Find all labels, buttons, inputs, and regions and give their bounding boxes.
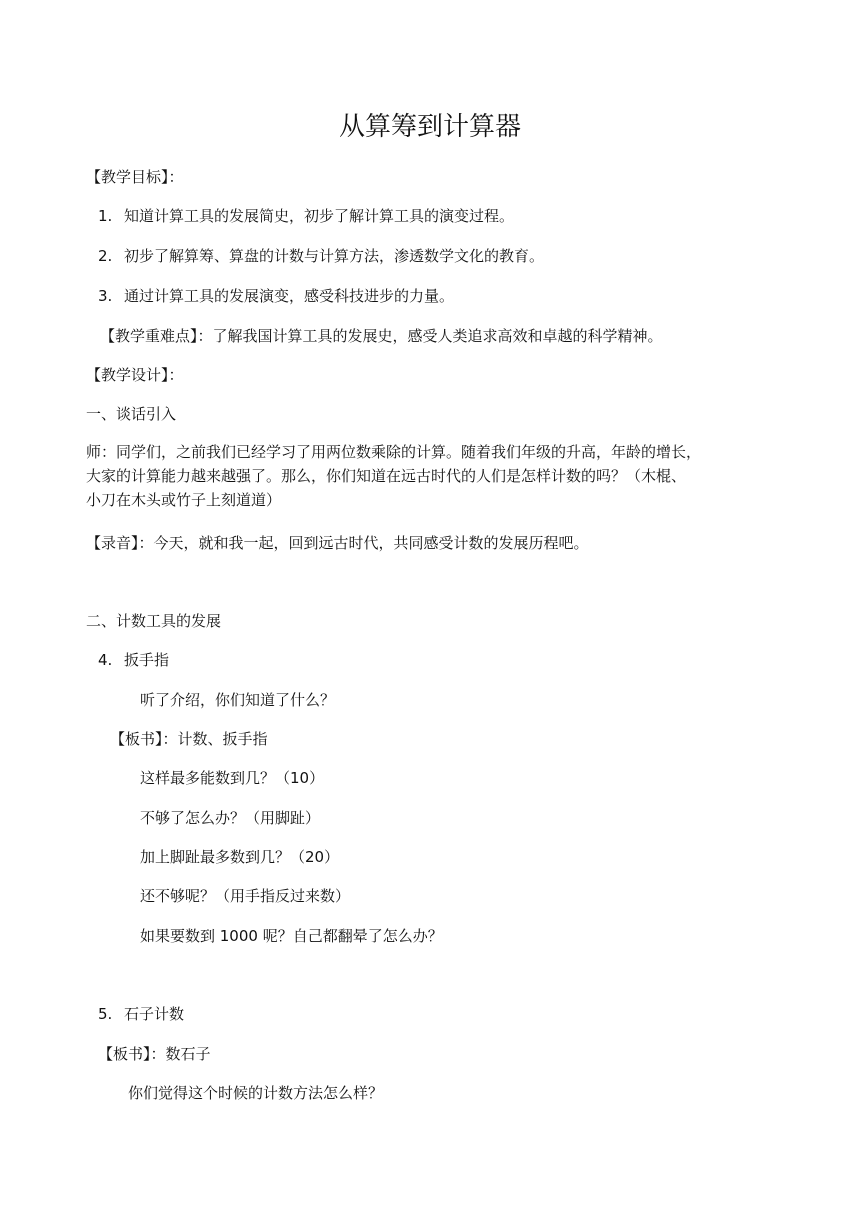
list-text: 石子计数 (124, 1005, 185, 1023)
objectives-heading: 【教学目标】： (86, 168, 184, 186)
list-number: 1. (98, 207, 113, 225)
key-points: 【教学重难点】：了解我国计算工具的发展史，感受人类追求高效和卓越的科学精神。 (100, 327, 663, 345)
list-text: 通过计算工具的发展演变，感受科技进步的力量。 (124, 287, 455, 305)
list-text: 初步了解算筹、算盘的计数与计算方法，渗透数学文化的教育。 (124, 247, 545, 265)
list-number: 3. (98, 287, 113, 305)
section1-heading: 一、谈话引入 (86, 405, 177, 423)
page-title: 从算筹到计算器 (338, 112, 521, 142)
section1-para-line-1: 师：同学们，之前我们已经学习了用两位数乘除的计算。随着我们年级的升高，年龄的增长， (86, 443, 702, 461)
item4-line-3: 加上脚趾最多数到几？（20） (140, 848, 340, 866)
list-number: 5. (98, 1005, 113, 1023)
objective-item-1 (98, 205, 514, 227)
item4-question: 听了介绍，你们知道了什么？ (140, 691, 336, 709)
item4-line-2: 不够了怎么办？（用脚趾） (140, 809, 321, 827)
list-number: 2. (98, 247, 113, 265)
objective-item-3 (98, 285, 454, 307)
objective-item-2 (98, 245, 544, 267)
recording-line: 【录音】：今天，就和我一起，回到远古时代，共同感受计数的发展历程吧。 (86, 534, 589, 552)
item4-board: 【板书】：计数、扳手指 (110, 730, 268, 748)
list-text: 扳手指 (124, 651, 170, 669)
item4-line-4: 还不够呢？（用手指反过来数） (140, 887, 351, 905)
item5-question: 你们觉得这个时候的计数方法怎么样？ (128, 1084, 384, 1102)
list-number: 4. (98, 651, 113, 669)
item4-line-5: 如果要数到 1000 呢？自己都翻晕了怎么办？ (140, 927, 443, 945)
item5-board: 【板书】：数石子 (98, 1045, 211, 1063)
item4-line-1: 这样最多能数到几？（10） (140, 769, 325, 787)
section2-heading: 二、计数工具的发展 (86, 612, 222, 630)
item-4 (98, 649, 169, 671)
section1-para-line-3: 小刀在木头或竹子上刻道道） (86, 491, 282, 509)
list-text: 知道计算工具的发展简史，初步了解计算工具的演变过程。 (124, 207, 515, 225)
section1-para-line-2: 大家的计算能力越来越强了。那么，你们知道在远古时代的人们是怎样计数的吗？（木棍、 (86, 467, 687, 485)
design-heading: 【教学设计】： (86, 366, 184, 384)
item-5 (98, 1003, 184, 1025)
